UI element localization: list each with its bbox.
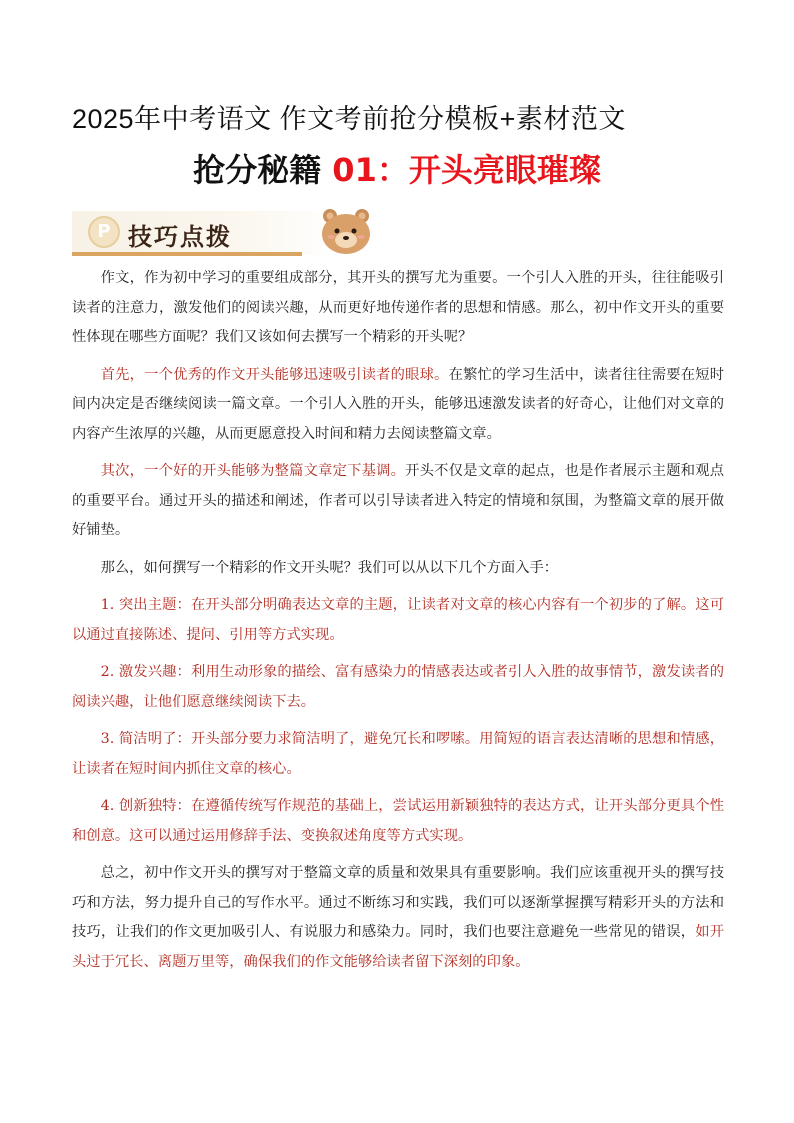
paragraph-text: 在繁忙的学习生活中，读者往往需要在短时间内决定是否继续阅读一篇文章。一个引人入胜的开头，能够迅速激发读者的好奇心，让他们对文章的内容产生浓厚的兴趣，从而更愿意投入时间和精力去阅读整篇文章。 xyxy=(72,366,724,442)
heading-prefix: 抢分秘籍 xyxy=(193,151,322,189)
paragraph-transition: 那么，如何撰写一个精彩的作文开头呢？我们可以从以下几个方面入手： xyxy=(100,559,559,576)
paragraph-conclusion xyxy=(72,859,724,977)
paragraph-second-point xyxy=(72,457,724,546)
list-item-highlight-theme: 1. 突出主题：在开头部分明确表达文章的主题，让读者对文章的核心内容有一个初步的了解。这可以通过直接陈述、提问、引用等方式实现。 xyxy=(72,597,724,643)
section-heading xyxy=(0,145,794,191)
highlight-sentence: 如开头过于冗长、离题万里等，确保我们的作文能够给读者留下深刻的印象。 xyxy=(72,924,725,970)
bear-mascot-icon xyxy=(316,206,380,256)
paragraph-text: 开头不仅是文章的起点，也是作者展示主题和观点的重要平台。通过开头的描述和阐述，作者可以引导读者进入特定的情境和氛围，为整篇文章的展开做好铺垫。 xyxy=(72,463,725,538)
list-item-innovative: 4. 创新独特：在遵循传统写作规范的基础上，尝试运用新颖独特的表达方式，让开头部分更具个性和创意。这可以通过运用修辞手法、变换叙述角度等方式实现。 xyxy=(72,798,724,844)
list-item-concise: 3. 简洁明了：开头部分要力求简洁明了，避免冗长和啰嗦。用简短的语言表达清晰的思想和情感，让读者在短时间内抓住文章的核心。 xyxy=(72,731,724,777)
article-body xyxy=(72,264,724,977)
document-title: 2025年中考语文 作文考前抢分模板+素材范文 xyxy=(72,104,626,134)
heading-highlight: 01：开头亮眼璀璨 xyxy=(332,151,601,189)
highlight-sentence: 首先，一个优秀的作文开头能够迅速吸引读者的眼球。 xyxy=(100,366,449,383)
highlight-sentence: 其次，一个好的开头能够为整篇文章定下基调。 xyxy=(100,463,406,479)
banner-label: 技巧点拨 xyxy=(128,223,232,251)
paragraph-first-point xyxy=(72,361,724,450)
paragraph-intro: 作文，作为初中学习的重要组成部分，其开头的撰写尤为重要。一个引人入胜的开头，往往能吸引读者的注意力，激发他们的阅读兴趣，从而更好地传递作者的思想和情感。那么，初中作文开头的重要性体现在哪些方面呢？我们又该如何去撰写一个精彩的开头呢？ xyxy=(72,270,724,345)
tips-banner xyxy=(72,206,344,256)
paragraph-text: 总之，初中作文开头的撰写对于整篇文章的质量和效果具有重要影响。我们应该重视开头的撰写技巧和方法，努力提升自己的写作水平。通过不断练习和实践，我们可以逐渐掌握撰写精彩开头的方法和技巧，让我们的作文更加吸引人、有说服力和感染力。同时，我们也要注意避免一些常见的错误， xyxy=(72,865,724,940)
coin-p-icon: P xyxy=(88,216,120,248)
banner-underline xyxy=(72,252,302,256)
list-item-spark-interest: 2. 激发兴趣：利用生动形象的描绘、富有感染力的情感表达或者引人入胜的故事情节，激发读者的阅读兴趣，让他们愿意继续阅读下去。 xyxy=(72,664,724,710)
